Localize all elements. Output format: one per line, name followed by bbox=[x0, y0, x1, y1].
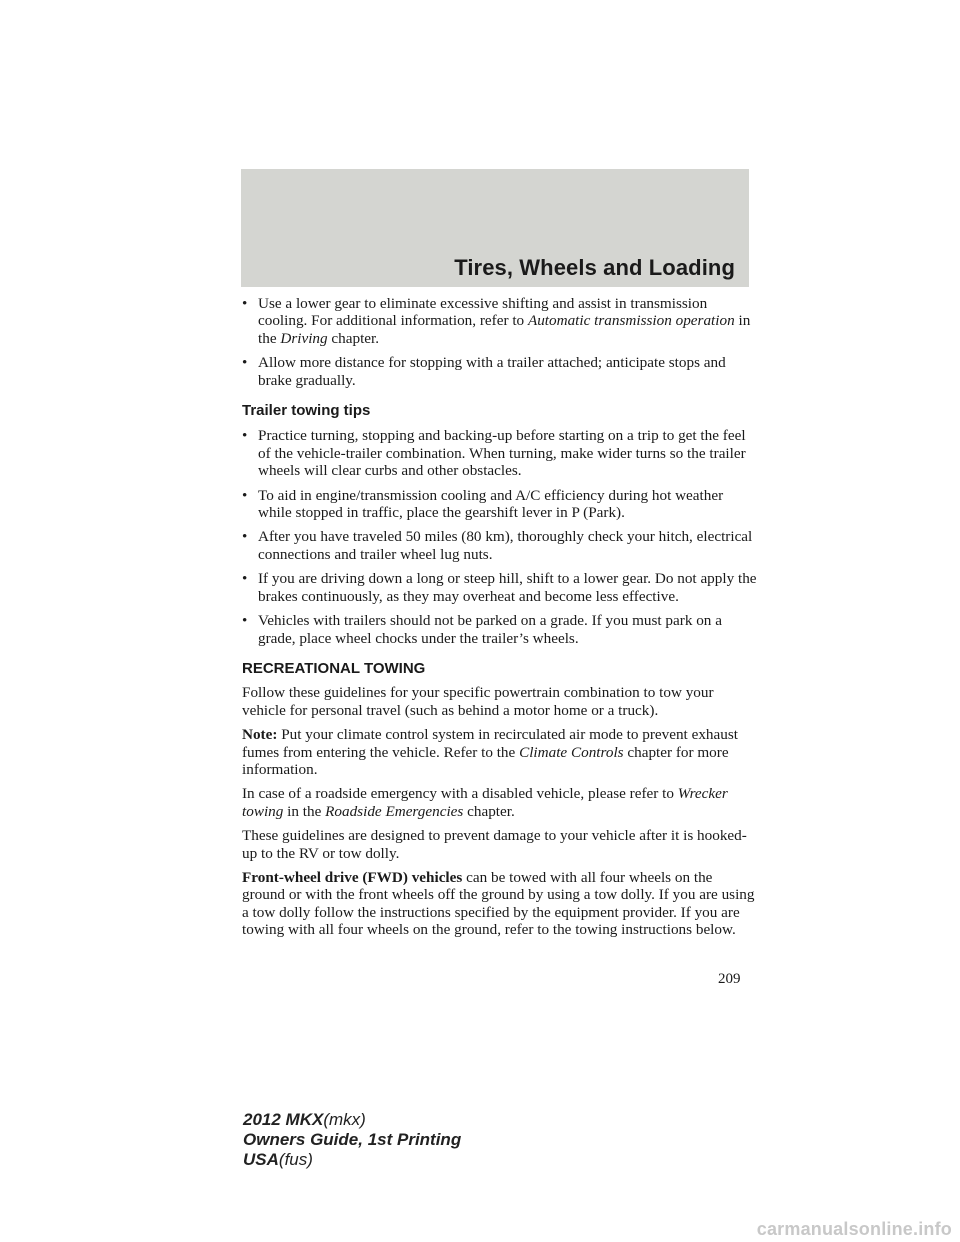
print-footer bbox=[243, 1110, 461, 1170]
section-heading: RECREATIONAL TOWING bbox=[242, 659, 426, 677]
paragraph: In case of a roadside emergency with a disabled vehicle, please refer to Wrecker towing in the Roadside Emergencies chapter. bbox=[242, 785, 728, 820]
bullet-icon: • bbox=[242, 612, 248, 630]
list-item: • Vehicles with trailers should not be parked on a grade. If you must park on a grade, place wheel chocks under the trailer’s wheels. bbox=[242, 612, 722, 647]
cross-reference: Automatic transmission operation bbox=[527, 312, 735, 330]
bullet-icon: • bbox=[242, 354, 248, 372]
bullet-icon: • bbox=[242, 486, 248, 504]
list-item: • Practice turning, stopping and backing-up before starting on a trip to get the feel of the vehicle-trailer combination. When turning, make wider turns so the trailer wheels will clear curbs and other obstacles. bbox=[242, 427, 746, 480]
footer-line: 2012 MKX(mkx) bbox=[243, 1110, 366, 1129]
bullet-icon: • bbox=[242, 295, 248, 312]
note-paragraph: Note: Put your climate control system in recirculated air mode to prevent exhaust fumes from entering the vehicle. Refer to the Climate Controls chapter for more information. bbox=[242, 726, 738, 778]
cross-reference: Wrecker towing bbox=[242, 785, 728, 820]
paragraph: Follow these guidelines for your specific powertrain combination to tow your vehicle for personal travel (such as behind a motor home or a truck). bbox=[242, 684, 714, 719]
note-label: Note: bbox=[242, 726, 278, 744]
cross-reference: Climate Controls bbox=[519, 743, 624, 761]
cross-reference: Driving bbox=[280, 329, 328, 347]
section-title: Tires, Wheels and Loading bbox=[454, 255, 735, 280]
bullet-icon: • bbox=[242, 528, 248, 546]
fwd-label: Front-wheel drive (FWD) vehicles bbox=[242, 868, 463, 886]
watermark-text: carmanualsonline.info bbox=[756, 1219, 952, 1239]
page-content bbox=[242, 295, 757, 946]
subsection-heading: Trailer towing tips bbox=[242, 402, 371, 420]
footer-line: Owners Guide, 1st Printing bbox=[243, 1130, 462, 1149]
bullet-icon: • bbox=[242, 570, 248, 588]
paragraph: Front-wheel drive (FWD) vehicles can be towed with all four wheels on the ground or with the front wheels off the ground by using a tow dolly. If you are using a tow dolly follow the instructions specified by the equipment provider. If you are towing with all four wheels on the ground, refer to the towing instructions below. bbox=[242, 868, 755, 939]
list-item: • Use a lower gear to eliminate excessive shifting and assist in transmission cooling. For additional information, refer to Automatic transmission operation in the Driving chapter. bbox=[242, 295, 751, 347]
footer-line: USA(fus) bbox=[243, 1150, 313, 1169]
paragraph: These guidelines are designed to prevent damage to your vehicle after it is hooked-up to the RV or tow dolly. bbox=[242, 827, 747, 862]
list-item: • To aid in engine/transmission cooling and A/C efficiency during hot weather while stopped in traffic, place the gearshift lever in P (Park). bbox=[242, 486, 724, 522]
list-item: • Allow more distance for stopping with a trailer attached; anticipate stops and brake gradually. bbox=[242, 354, 726, 389]
bullet-icon: • bbox=[242, 427, 248, 445]
page-number: 209 bbox=[718, 971, 741, 987]
list-item: • If you are driving down a long or steep hill, shift to a lower gear. Do not apply the brakes continuously, as they may overheat and become less effective. bbox=[242, 570, 757, 605]
chapter-header-band bbox=[241, 169, 749, 287]
cross-reference: Roadside Emergencies bbox=[325, 802, 464, 820]
list-item: • After you have traveled 50 miles (80 km), thoroughly check your hitch, electrical connections and trailer wheel lug nuts. bbox=[242, 528, 753, 563]
